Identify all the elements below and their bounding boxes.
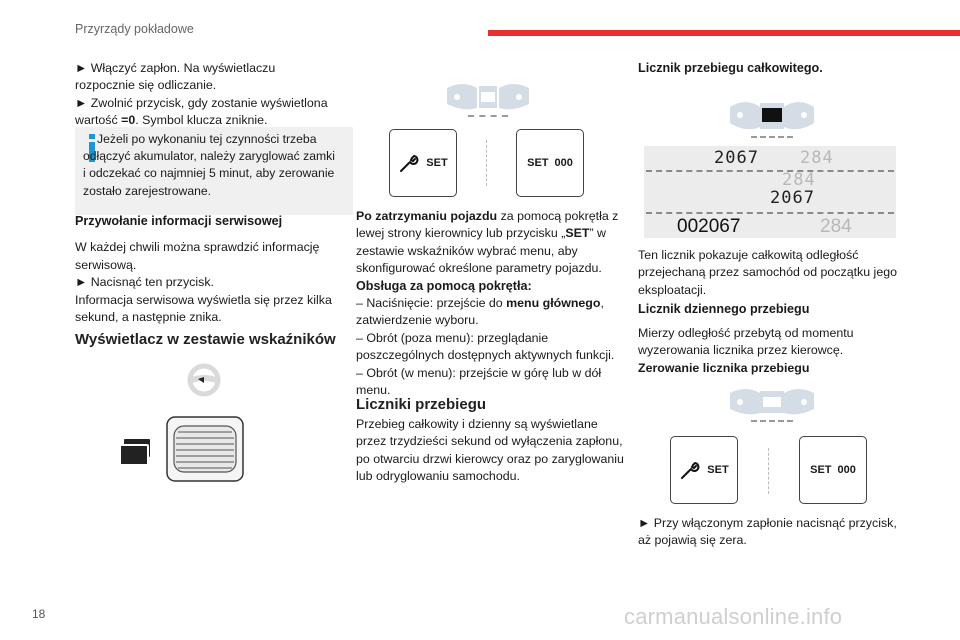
- watermark: carmanualsonline.info: [624, 604, 843, 629]
- reset-service-set-button[interactable]: [670, 436, 738, 504]
- service-text-3: Informacja serwisowa wyświetla się przez kilka sekund, a następnie znika.: [75, 292, 332, 325]
- total-counter-heading: Licznik przebiegu całkowitego.: [638, 61, 823, 75]
- column-2-text: [356, 208, 624, 399]
- odometer-display: [644, 146, 896, 238]
- stop-vehicle-text: Po zatrzymaniu pojazdu za pomocą pokrętła z lewej strony kierownicy lub przycisku „SET” w zestawie wskaźników wybrać menu, aby skonfigurować określone parametry pojazdu.: [356, 209, 619, 276]
- odometer-total-middle: 2067: [770, 188, 815, 208]
- step-ignition: ► Włączyć zapłon. Na wyświetlaczu rozpocznie się odliczanie.: [75, 61, 276, 93]
- info-note-text: Jeżeli po wykonaniu tej czynności trzeba odłączyć akumulator, należy zaryglować zamki i odczekać co najmniej 5 minut, aby zerowanie zostało zarejestrowane.: [83, 132, 335, 198]
- service-section: [75, 213, 337, 326]
- trip-desc: Mierzy odległość przebytą od momentu wyzerowania licznika przez kierowcę.: [638, 326, 854, 358]
- reset-trip-zero-label: 000: [837, 464, 856, 476]
- service-set-button[interactable]: [389, 129, 457, 197]
- odometer-total-bottom: 002067: [677, 216, 741, 237]
- cluster-total-underline: [751, 136, 793, 138]
- wrench-icon: [398, 152, 420, 174]
- section-header: Przyrządy pokładowe: [75, 22, 194, 36]
- info-note: [75, 127, 353, 215]
- total-desc: Ten licznik pokazuje całkowitą odległość przejechaną przez samochód od początku jego eksploatacji.: [638, 248, 897, 297]
- trip-counter-heading: Licznik dziennego przebiegu: [638, 302, 810, 316]
- odometer-trip-bottom: 284: [820, 216, 852, 237]
- cluster-icon: [443, 82, 533, 112]
- instrument-button-icon: [166, 416, 244, 482]
- service-text-2: ► Nacisnąć ten przycisk.: [75, 275, 214, 290]
- service-text-1: W każdej chwili można sprawdzić informację serwisową.: [75, 240, 320, 272]
- counters-heading: Liczniki przebiegu: [356, 396, 487, 413]
- header-accent-bar: [488, 30, 960, 36]
- reset-set-label: SET: [527, 157, 549, 169]
- divider-dashed: [768, 448, 769, 494]
- knob-heading: Obsługa za pomocą pokrętła:: [356, 278, 532, 293]
- cluster-reset-icon: [726, 387, 818, 417]
- display-icon: [118, 437, 152, 467]
- service-set-label: SET: [426, 157, 448, 169]
- column-1: [75, 60, 337, 130]
- reset-trip-set-label: SET: [810, 464, 832, 476]
- cluster-total-icon: [726, 99, 818, 133]
- divider-dashed: [486, 140, 487, 186]
- display-heading: Wyświetlacz w zestawie wskaźników: [75, 331, 336, 348]
- odometer-total-top: 2067: [714, 148, 759, 168]
- wrench-icon: [679, 459, 701, 481]
- counters-text: Przebieg całkowity i dzienny są wyświetlane przez trzydzieści sekund od wyłączenia zapłonu, po otwarciu drzwi kierowcy oraz po zaryglowaniu lub odryglowaniu samochodu.: [356, 417, 624, 484]
- service-heading: Przywołanie informacji serwisowej: [75, 214, 283, 228]
- reset-zero-label: 000: [554, 157, 573, 169]
- reset-set-button[interactable]: [516, 129, 584, 197]
- cluster-underline: [468, 115, 508, 117]
- page-number: 18: [32, 607, 46, 621]
- knob-rotate-out: – Obrót (poza menu): przeglądanie poszczególnych dostępnych aktywnych funkcji.: [356, 330, 615, 363]
- odometer-trip-top: 284: [800, 148, 834, 168]
- step-release: ► Zwolnić przycisk, gdy zostanie wyświetlona wartość =0. Symbol klucza zniknie.: [75, 95, 328, 128]
- knob-rotate-in: – Obrót (w menu): przejście w górę lub w dół menu.: [356, 365, 602, 398]
- odometer-trip-middle: 284: [782, 170, 816, 190]
- reset-step: ► Przy włączonym zapłonie nacisnąć przycisk, aż pojawią się zera.: [638, 516, 897, 548]
- trip-desc-block: [638, 325, 906, 377]
- reset-service-set-label: SET: [707, 464, 729, 476]
- reset-trip-set-button[interactable]: [799, 436, 867, 504]
- reset-heading: Zerowanie licznika przebiegu: [638, 360, 810, 375]
- knob-press: – Naciśnięcie: przejście do menu głównego, zatwierdzenie wyboru.: [356, 296, 604, 328]
- cluster-reset-underline: [751, 420, 793, 422]
- steering-wheel-icon: [184, 363, 224, 397]
